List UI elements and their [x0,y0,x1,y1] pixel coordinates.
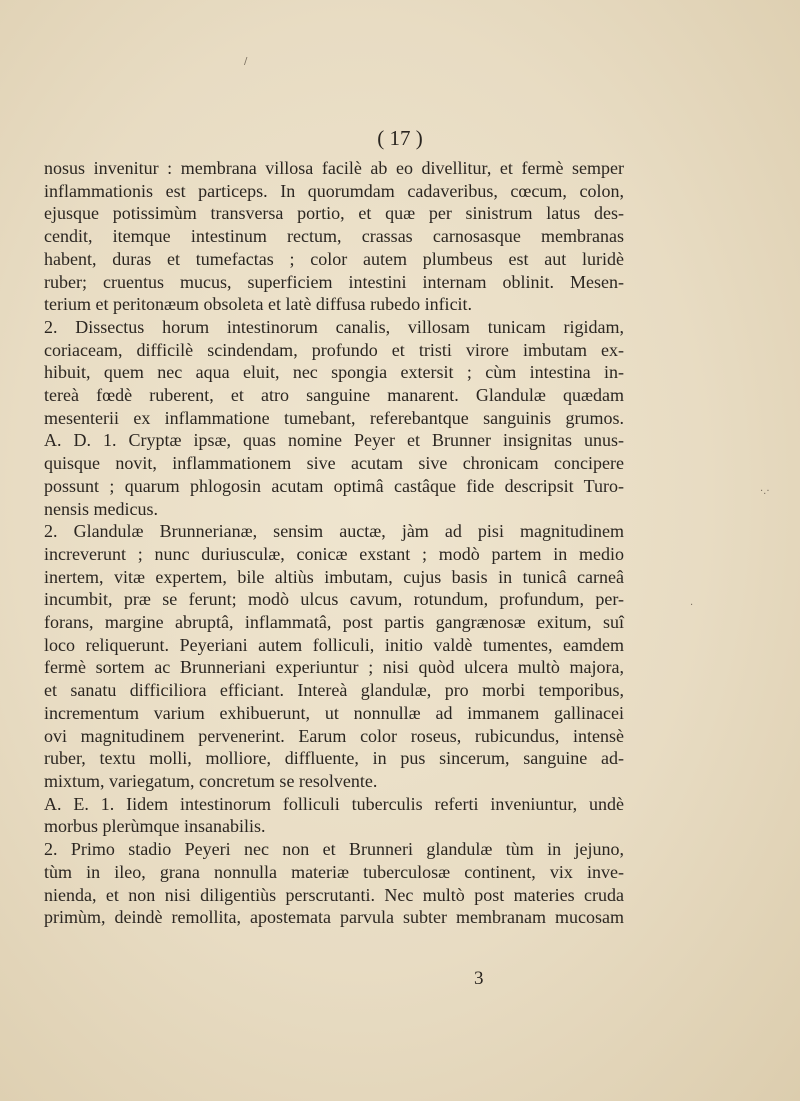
signature-mark: 3 [474,968,484,989]
text-line: cendit, itemque intestinum rectum, crassas carnosasque membranas [44,226,624,247]
text-line: incumbit, præ se ferunt; modò ulcus cavum, rotundum, profundum, per- [44,589,624,610]
text-line: mixtum, variegatum, concretum se resolvente. [44,770,378,791]
text-line: ruber; cruentus mucus, superficiem intestini internam oblinit. Mesen- [44,271,624,292]
body-text [44,157,624,929]
text-line: coriaceam, difficilè scindendam, profundo et tristi virore imbutam ex- [44,339,624,360]
text-line: quisque novit, inflammationem sive acutam sive chronicam concipere [44,453,624,474]
page-number: ( 17 ) [377,126,423,150]
text-line: ruber, textu molli, molliore, diffluente, in pus sincerum, sanguine ad- [44,748,624,769]
text-line: habent, duras et tumefactas ; color autem plumbeus est aut luridè [44,248,624,269]
text-line: primùm, deindè remollita, apostemata parvula subter membranam mucosam [44,907,624,928]
paper-speck: · [690,600,694,611]
text-line: morbus plerùmque insanabilis. [44,816,266,837]
text-line: 2. Primo stadio Peyeri nec non et Brunneri glandulæ tùm in jejuno, [44,839,624,860]
text-line: fermè sortem ac Brunneriani experiuntur ; nisi quòd ulcera multò majora, [44,657,624,678]
text-line: tùm in ileo, grana nonnulla materiæ tuberculosæ continent, vix inve- [44,861,624,882]
text-line: inflammationis est particeps. In quorumdam cadaveribus, cœcum, colon, [44,180,624,201]
text-line: A. E. 1. Iidem intestinorum folliculi tuberculis referti inveniuntur, undè [44,793,624,814]
text-line: nienda, et non nisi diligentiùs perscrutanti. Nec multò post materies cruda [44,884,624,905]
text-line: incrementum varium exhibuerunt, ut nonnullæ ad immanem gallinacei [44,702,624,723]
text-line: nosus invenitur : membrana villosa facilè ab eo divellitur, et fermè semper [44,158,624,178]
text-line: inertem, vitæ expertem, bile altiùs imbutam, cujus basis in tunicâ carneâ [44,566,624,587]
text-line: tereà fœdè ruberent, et atro sanguine manarent. Glandulæ quædam [44,385,624,406]
text-line: forans, margine abruptâ, inflammatâ, post partis gangrænosæ exitum, suî [44,612,624,633]
text-line: 2. Dissectus horum intestinorum canalis, villosam tunicam rigidam, [44,316,624,337]
text-line: loco reliquerunt. Peyeriani autem folliculi, initio valdè tumentes, eamdem [44,634,624,655]
text-line: A. D. 1. Cryptæ ipsæ, quas nomine Peyer et Brunner insignitas unus- [44,430,624,451]
text-line: ovi magnitudinem pervenerint. Earum color roseus, rubicundus, intensè [44,725,624,746]
text-line: terium et peritonæum obsoleta et latè diffusa rubedo inficit. [44,294,473,315]
text-line: possunt ; quarum phlogosin acutam optimâ castâque fide descripsit Turo- [44,475,624,496]
text-line: hibuit, quem nec aqua eluit, nec spongia extersit ; cùm intestina in- [44,362,624,383]
text-line: et sanatu difficiliora efficiant. Intereà glandulæ, pro morbi temporibus, [44,680,624,701]
paper-speck: / [244,56,248,67]
text-line: mesenterii ex inflammatione tumebant, referebantque sanguinis grumos. [44,407,624,428]
text-line: 2. Glandulæ Brunnerianæ, sensim auctæ, jàm ad pisi magnitudinem [44,521,624,542]
text-line: nensis medicus. [44,498,158,519]
paper-speck: ·.· [760,486,770,497]
text-line: increverunt ; nunc duriusculæ, conicæ exstant ; modò partem in medio [44,543,624,564]
text-line: ejusque potissimùm transversa portio, et quæ per sinistrum latus des- [44,203,624,224]
